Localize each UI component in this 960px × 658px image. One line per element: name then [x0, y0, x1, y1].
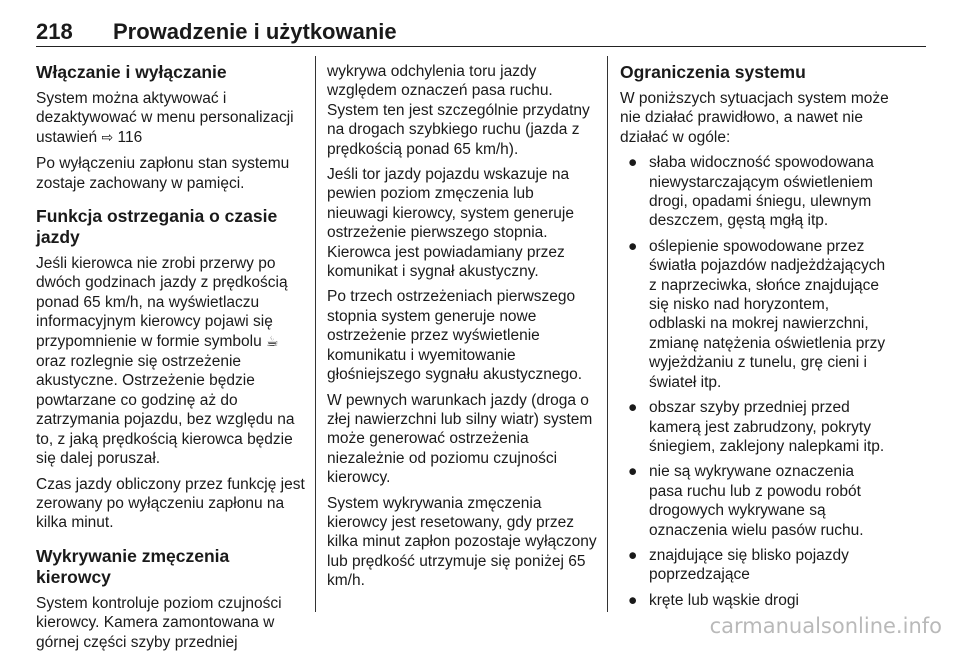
- paragraph-second-warning: Po trzech ostrzeżeniach pierwszego stopnia system generuje nowe ostrzeżenie przez wyświetlenie komunikatu i wyemitowanie głośniejszego sygnału akustycznego.: [327, 288, 583, 384]
- bullet-icon: ●: [628, 546, 638, 564]
- list-item: [620, 546, 890, 585]
- column-divider: [315, 56, 316, 612]
- bullet-icon: ●: [628, 154, 638, 172]
- paragraph-break-reminder: [36, 254, 306, 468]
- list-item: [620, 398, 890, 456]
- column-divider: [607, 56, 608, 612]
- column-middle: [327, 62, 599, 597]
- paragraph-system-reset: System wykrywania zmęczenia kierowcy jest resetowany, gdy przez kilka minut zapłon pozostaje wyłączony lub prędkość utrzymuje się poniżej 65 km/h.: [327, 494, 597, 590]
- paragraph-first-warning: Jeśli tor jazdy pojazdu wskazuje na pewien poziom zmęczenia lub nieuwagi kierowcy, system generuje ostrzeżenie pierwszego stopnia. Kierowca jest powiadamiany przez komunikat i sygnał akustyczny.: [327, 166, 574, 281]
- list-item: [620, 153, 890, 231]
- chapter-title: Prowadzenie i użytkowanie: [113, 19, 397, 44]
- list-item-text: obszar szyby przedniej przed kamerą jest zabrudzony, pokryty śniegiem, zaklejony nalepkami itp.: [649, 399, 885, 455]
- bullet-icon: ●: [628, 463, 638, 481]
- list-item: [620, 237, 890, 392]
- bullet-icon: ●: [628, 591, 638, 609]
- paragraph-limits-intro: W poniższych sytuacjach system może nie działać prawidłowo, a nawet nie działać w ogóle:: [620, 90, 889, 146]
- bullet-icon: ●: [628, 399, 638, 417]
- page-reference: 116: [117, 128, 143, 146]
- paragraph-activation: [36, 89, 306, 148]
- paragraph-road-conditions: W pewnych warunkach jazdy (droga o złej nawierzchni lub silny wiatr) system może generować ostrzeżenia niezależnie od poziomu czujności kierowcy.: [327, 391, 593, 487]
- page-number: 218: [36, 19, 73, 44]
- paragraph-time-reset: Czas jazdy obliczony przez funkcję jest zerowany po wyłączeniu zapłonu na kilka minut.: [36, 475, 305, 532]
- list-item-text: znajdujące się blisko pojazdy poprzedzające: [649, 546, 849, 584]
- heading-fatigue-detection: Wykrywanie zmęczenia kierowcy: [36, 545, 230, 587]
- paragraph-fatigue-intro: System kontroluje poziom czujności kierowcy. Kamera zamontowana w górnej części szyby przedniej: [36, 594, 282, 651]
- paragraph-activation-text: System można aktywować i dezaktywować w menu personalizacji ustawień: [36, 90, 294, 146]
- heading-on-off: Włączanie i wyłączanie: [36, 62, 227, 82]
- list-item-text: nie są wykrywane oznaczenia pasa ruchu lub z powodu robót drogowych wykrywane są oznaczenia wielu pasów ruchu.: [649, 463, 864, 539]
- arrow-right-icon: ⇨: [101, 129, 114, 146]
- paragraph-break-reminder-text-a: Jeśli kierowca nie zrobi przerwy po dwóch godzinach jazdy z prędkością ponad 65 km/h, na wyświetlaczu informacyjnym kierowcy pojawi się przypomnienie w formie symbolu: [36, 255, 288, 350]
- bullet-icon: ●: [628, 237, 638, 255]
- coffee-cup-icon: ☕: [266, 333, 279, 350]
- heading-system-limits: Ograniczenia systemu: [620, 62, 806, 82]
- column-right: [620, 62, 890, 616]
- watermark: carmanualsonline.info: [709, 614, 942, 638]
- list-item: [620, 591, 890, 610]
- paragraph-break-reminder-text-b: oraz rozlegnie się ostrzeżenie akustyczne. Ostrzeżenie będzie powtarzane co godzinę aż do zatrzymania pojazdu, bez względu na to, z jaką prędkością kierowca będzie się dalej poruszał.: [36, 353, 295, 468]
- paragraph-lane-deviation: wykrywa odchylenia toru jazdy względem oznaczeń pasa ruchu. System ten jest szczególnie przydatny na drogach szybkiego ruchu (jazda z prędkością ponad 65 km/h).: [327, 63, 590, 158]
- list-item-text: słaba widoczność spowodowana niewystarczającym oświetleniem drogi, opadami śniegu, ulewnym deszczem, gęstą mgłą itp.: [649, 154, 874, 230]
- list-item-text: kręte lub wąskie drogi: [649, 591, 799, 609]
- paragraph-ignition-off: Po wyłączeniu zapłonu stan systemu zostaje zachowany w pamięci.: [36, 155, 290, 192]
- page-header: [36, 10, 926, 47]
- list-item: [620, 462, 890, 540]
- heading-driving-time-warning: Funkcja ostrzegania o czasie jazdy: [36, 206, 278, 248]
- column-left: [36, 62, 306, 658]
- list-item-text: oślepienie spowodowane przez światła pojazdów nadjeżdżających z naprzeciwka, słońce znajdujące się nisko nad horyzontem, odblaski na mokrej nawierzchni, zmianę natężenia oświetlenia przy wyjeżdżaniu z tunelu, grę cieni i świateł itp.: [649, 237, 886, 391]
- limits-list: [620, 153, 890, 610]
